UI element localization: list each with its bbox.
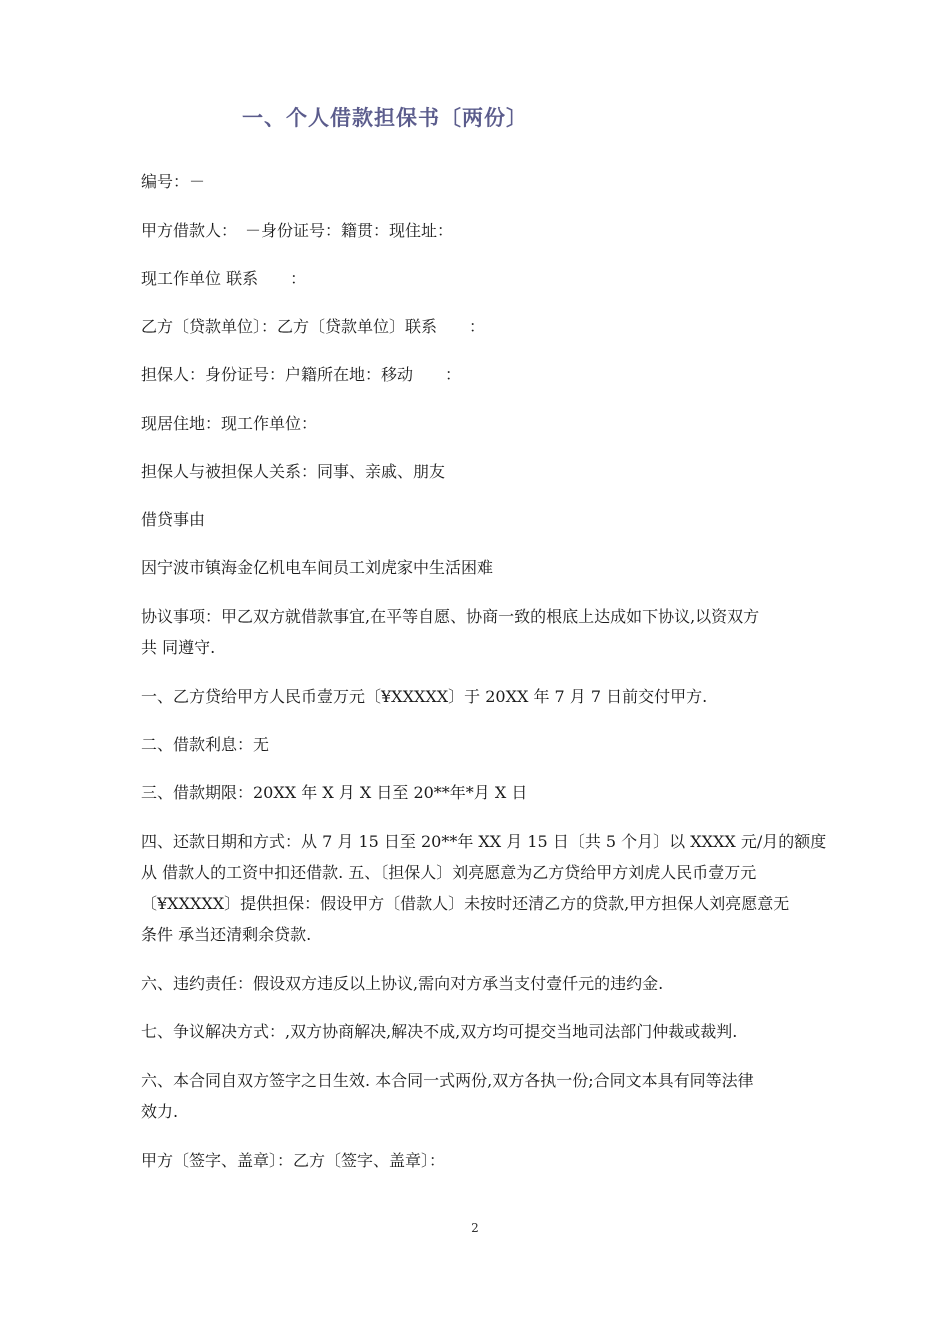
relationship-line: 担保人与被担保人关系：同事、亲戚、朋友 [141, 462, 446, 481]
clause-8-line-1: 六、本合同自双方签字之日生效. 本合同一式两份,双方各执一份;合同文本具有同等法律 [141, 1071, 754, 1090]
work-unit-contact-line: 现工作单位 联系 ： [141, 269, 307, 288]
clause-1: 一、乙方贷给甲方人民币壹万元〔¥XXXXX〕于 20XX 年 7 月 7 日前交付甲方. [141, 687, 708, 706]
party-a-line: 甲方借款人： －身份证号：籍贯：现住址： [141, 221, 454, 240]
document-title: 一、个人借款担保书〔两份〕 [242, 106, 528, 130]
clause-2: 二、借款利息：无 [141, 735, 270, 754]
agreement-line-2: 共 同遵守. [141, 638, 216, 657]
residence-line: 现居住地：现工作单位： [141, 414, 318, 433]
clause-4-line-4: 条件 承当还清剩余贷款. [141, 925, 312, 944]
guarantor-line: 担保人：身份证号：户籍所在地：移动 ： [141, 365, 462, 384]
page-number: 2 [471, 1221, 479, 1235]
clause-4-line-3: 〔¥XXXXX〕提供担保：假设甲方〔借款人〕未按时还清乙方的贷款,甲方担保人刘亮愿意无 [141, 894, 790, 913]
loan-reason-label: 借贷事由 [141, 510, 206, 529]
signature-line: 甲方〔签字、盖章〕：乙方〔签字、盖章〕： [141, 1151, 446, 1170]
serial-number-line: 编号：－ [141, 172, 206, 191]
clause-4-line-1: 四、还款日期和方式：从 7 月 15 日至 20**年 XX 月 15 日〔共 5 个月〕以 XXXX 元/月的额度 [141, 832, 827, 851]
party-b-line: 乙方〔贷款单位〕：乙方〔贷款单位〕联系 ： [141, 317, 486, 336]
clause-7: 七、争议解决方式：,双方协商解决,解决不成,双方均可提交当地司法部门仲裁或裁判. [141, 1022, 738, 1041]
loan-reason-line: 因宁波市镇海金亿机电车间员工刘虎家中生活困难 [141, 558, 494, 577]
clause-8-line-2: 效力. [141, 1102, 179, 1121]
clause-3: 三、借款期限：20XX 年 X 月 X 日至 20**年*月 X 日 [141, 783, 528, 802]
clause-6: 六、违约责任：假设双方违反以上协议,需向对方承当支付壹仟元的违约金. [141, 974, 664, 993]
agreement-line-1: 协议事项：甲乙双方就借款事宜,在平等自愿、协商一致的根底上达成如下协议,以资双方 [141, 607, 760, 626]
clause-4-line-2: 从 借款人的工资中扣还借款. 五、〔担保人〕刘亮愿意为乙方贷给甲方刘虎人民币壹万元 [141, 863, 757, 882]
